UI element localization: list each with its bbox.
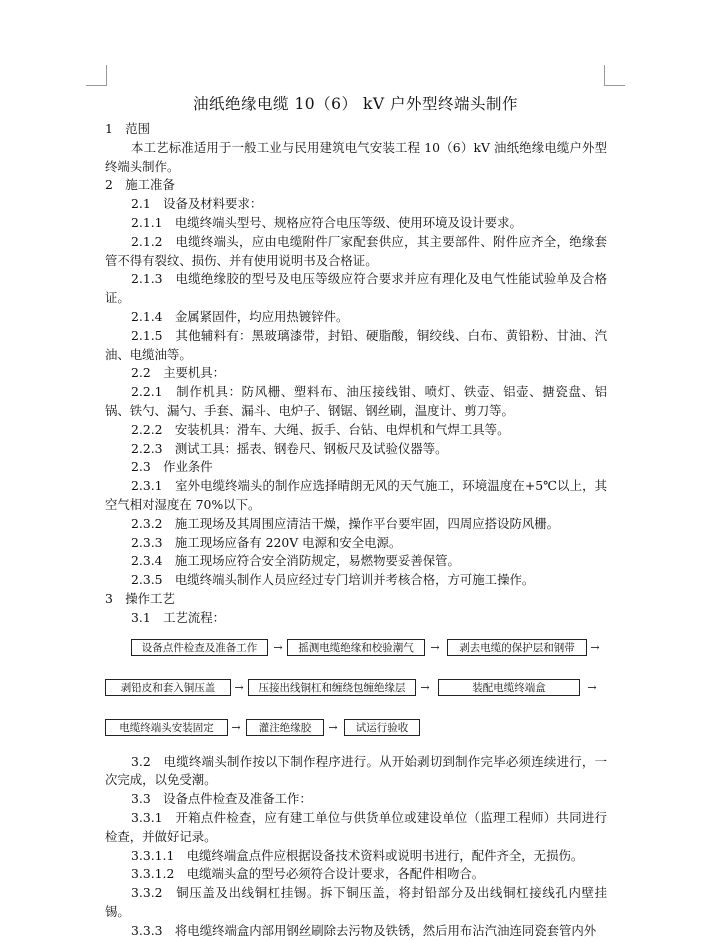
flow-arrow: → <box>328 720 338 734</box>
flow-step-8: 灌注绝缘胶 <box>246 719 324 736</box>
crop-mark-top-left <box>86 65 107 86</box>
section-s221: 2.2.1 制作机具：防风栅、塑料布、油压接线钳、喷灯、铁壶、铝壶、搪瓷盘、铝锅、铁勺、漏勺、手套、漏斗、电炉子、钢锯、钢丝刷，温度计、剪刀等。 <box>105 384 607 418</box>
document-title: 油纸绝缘电缆 10（6） kV 户外型终端头制作 <box>193 95 518 113</box>
flow-step-5: 压接出线铜杠和缠绕包缠绝缘层 <box>248 679 416 696</box>
section-s233: 2.3.3 施工现场应备有 220V 电源和安全电源。 <box>131 534 402 550</box>
crop-mark-top-right <box>604 65 625 86</box>
section-s23: 2.3 作业条件 <box>131 459 213 475</box>
section-s2: 2 施工准备 <box>105 177 175 193</box>
section-s215: 2.1.5 其他辅料有：黑玻璃漆带，封铅、硬脂酸，铜绞线、白布、黄铅粉、甘油、汽油、电缆油等。 <box>105 327 607 362</box>
flow-step-6: 装配电缆终端盒 <box>438 679 580 696</box>
flow-step-3: 剥去电缆的保护层和钢带 <box>447 639 587 656</box>
section-s22: 2.2 主要机具： <box>131 365 226 381</box>
flow-arrow: → <box>273 640 283 654</box>
flow-step-1: 设备点件检查及准备工作 <box>131 639 268 656</box>
flow-step-4: 剥铅皮和套入铜压盖 <box>105 679 231 696</box>
flow-step-2: 摇测电缆绝缘和校验潮气 <box>287 639 425 656</box>
flow-step-9: 试运行验收 <box>344 719 420 736</box>
section-s3312: 3.3.1.2 电缆端头盒的型号必须符合设计要求，各配件相吻合。 <box>131 866 485 882</box>
section-s331: 3.3.1 开箱点件检查，应有建工单位与供货单位或建设单位（监理工程师）共同进行检查，并做好记录。 <box>105 809 607 844</box>
document-body <box>105 120 607 940</box>
flow-step-7: 电缆终端头安装固定 <box>105 719 228 736</box>
section-s211: 2.1.1 电缆终端头型号、规格应符合电压等级、使用环境及设计要求。 <box>131 214 522 230</box>
section-s232: 2.3.2 施工现场及其周围应清洁干燥，操作平台要牢固，四周应搭设防风栅。 <box>131 515 560 531</box>
section-s31: 3.1 工艺流程： <box>131 609 226 625</box>
process-flowchart <box>105 631 607 747</box>
section-s213: 2.1.3 电缆绝缘胶的型号及电压等级应符合要求并应有理化及电气性能试验单及合格证。 <box>105 271 607 306</box>
section-s234: 2.3.4 施工现场应符合安全消防规定，易燃物要妥善保管。 <box>131 553 460 569</box>
section-s231: 2.3.1 室外电缆终端头的制作应选择晴朗无风的天气施工，环境温度在+5℃以上，其空气相对湿度在 70%以下。 <box>105 478 607 512</box>
section-s33: 3.3 设备点件检查及准备工作： <box>131 791 312 807</box>
flow-arrow: → <box>430 640 440 654</box>
section-s212: 2.1.2 电缆终端头，应由电缆附件厂家配套供应，其主要部件、附件应齐全，绝缘套管不得有裂纹、损伤、并有使用说明书及合格证。 <box>105 233 607 268</box>
flow-arrow: → <box>420 680 430 694</box>
flow-arrow: → <box>234 680 244 694</box>
section-s235: 2.3.5 电缆终端头制作人员应经过专门培训并考核合格，方可施工操作。 <box>131 572 535 588</box>
section-s223: 2.2.3 测试工具：摇表、钢卷尺、钢板尺及试验仪器等。 <box>131 440 448 456</box>
flow-arrow: → <box>587 680 597 694</box>
section-s3311: 3.3.1.1 电缆终端盒点件应根据设备技术资料或说明书进行，配件齐全，无损伤。 <box>131 847 584 863</box>
section-s222: 2.2.2 安装机具：滑车、大绳、扳手、台钻、电焊机和气焊工具等。 <box>131 421 510 437</box>
section-s32: 3.2 电缆终端头制作按以下制作程序进行。从开始剥切到制作完毕必须连续进行，一次完成，以免受潮。 <box>105 753 607 788</box>
flow-arrow: → <box>231 720 241 734</box>
section-s1p: 本工艺标准适用于一般工业与民用建筑电气安装工程 10（6）kV 油纸绝缘电缆户外型终端头制作。 <box>105 139 607 174</box>
section-s333: 3.3.3 将电缆终端盒内部用钢丝刷除去污物及铁锈，然后用布沾汽油连同瓷套管内外 <box>131 922 597 938</box>
section-s21: 2.1 设备及材料要求： <box>131 196 263 212</box>
section-s1: 1 范围 <box>105 121 151 136</box>
section-s332: 3.3.2 铜压盖及出线铜杠挂锡。拆下铜压盖，将封铅部分及出线铜杠接线孔内壁挂锡。 <box>105 885 607 919</box>
flow-arrow: → <box>590 640 600 654</box>
section-s3: 3 操作工艺 <box>105 590 175 606</box>
section-s214: 2.1.4 金属紧固件，均应用热镀锌件。 <box>131 308 349 324</box>
